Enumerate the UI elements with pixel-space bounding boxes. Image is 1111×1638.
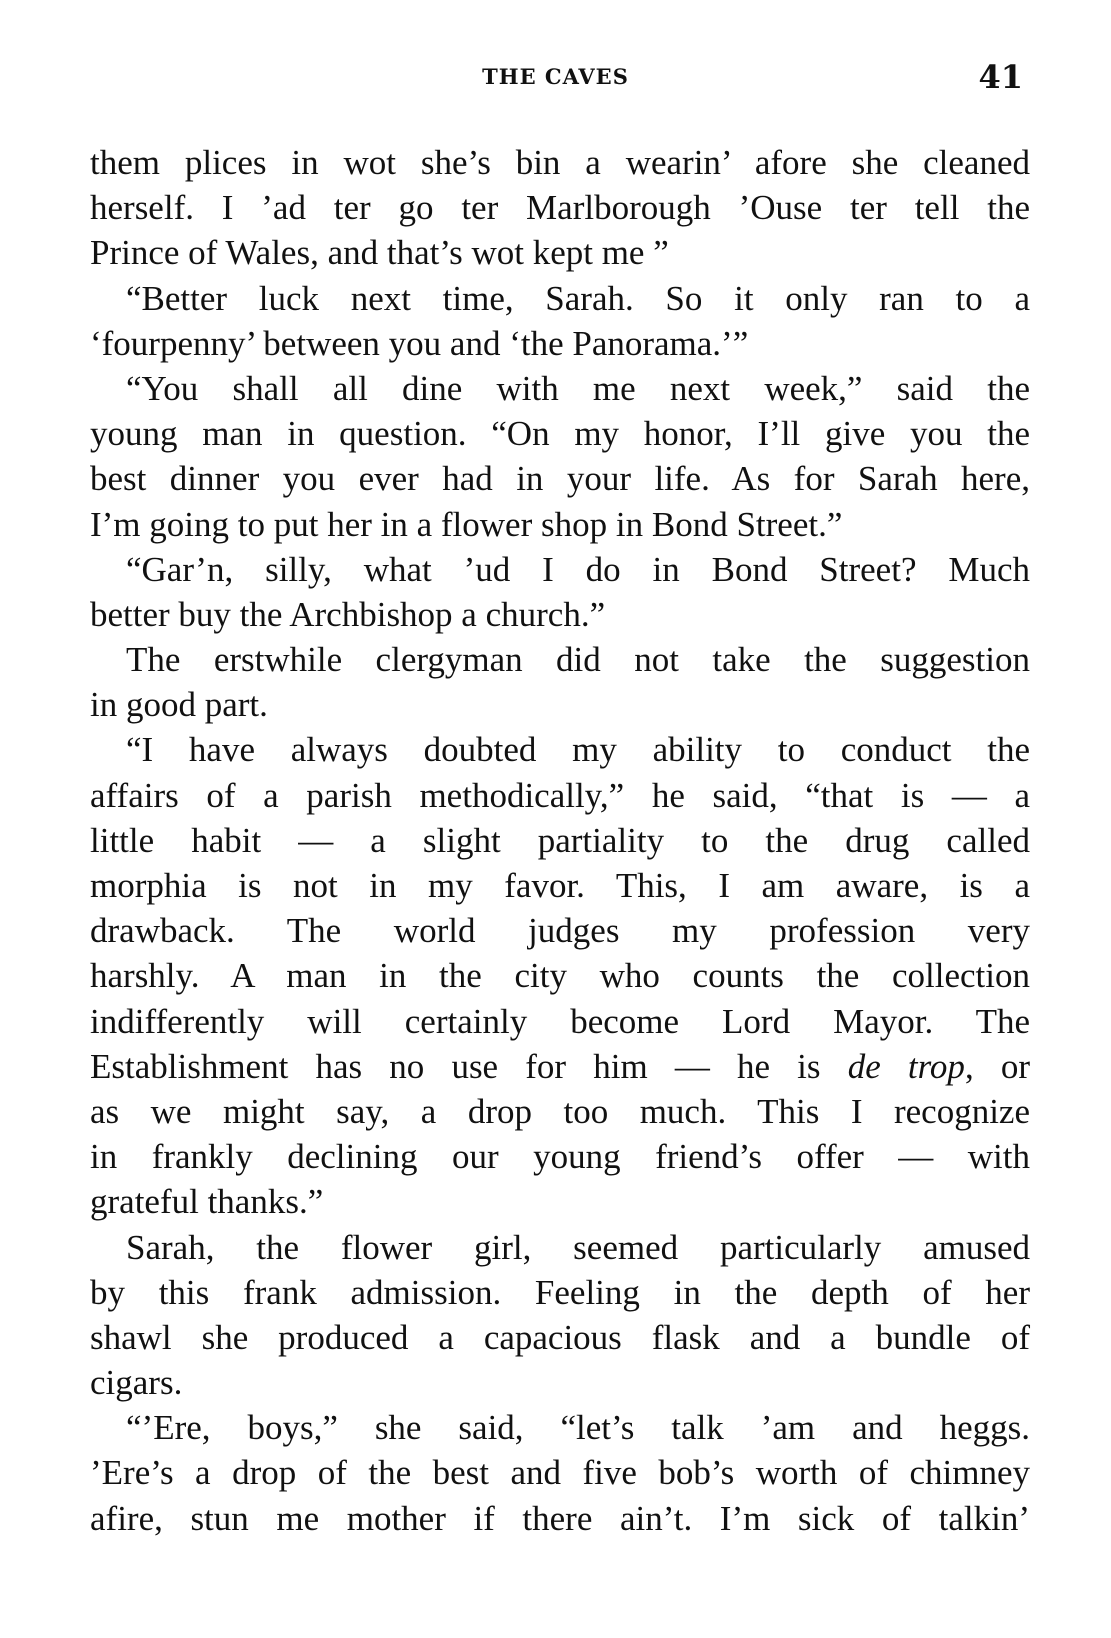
text-line: “You shall all dine with me next week,” said the bbox=[126, 368, 1030, 408]
text-line: I’m going to put her in a flower shop in Bond Street.” bbox=[90, 504, 843, 544]
text-segment: Establishment has no use for him — he is bbox=[90, 1046, 848, 1086]
text-line: cigars. bbox=[90, 1363, 183, 1403]
text-line: “’Ere, boys,” she said, “let’s talk ’am and heggs. bbox=[126, 1408, 1030, 1448]
text-line: drawback. The world judges my profession very bbox=[90, 911, 1030, 951]
text-line: shawl she produced a capacious flask and a bundle of bbox=[90, 1317, 1030, 1357]
text-line: The erstwhile clergyman did not take the suggestion bbox=[126, 640, 1030, 680]
text-line: indifferently will certainly become Lord Mayor. The bbox=[90, 1001, 1030, 1041]
text-line: by this frank admission. Feeling in the depth of her bbox=[90, 1272, 1030, 1312]
text-line: young man in question. “On my honor, I’ll give you the bbox=[90, 414, 1030, 454]
text-line: Sarah, the flower girl, seemed particularly amused bbox=[126, 1227, 1030, 1267]
text-line: affairs of a parish methodically,” he said, “that is — a bbox=[90, 775, 1030, 815]
text-line: “Better luck next time, Sarah. So it only ran to a bbox=[126, 278, 1030, 318]
running-head: THE CAVES bbox=[482, 64, 629, 89]
page-header bbox=[0, 58, 1111, 98]
text-segment: , or bbox=[964, 1046, 1031, 1086]
text-line: ‘fourpenny’ between you and ‘the Panorama.’” bbox=[90, 323, 749, 363]
page-number: 41 bbox=[978, 58, 1023, 96]
text-line: ’Ere’s a drop of the best and five bob’s worth of chimney bbox=[90, 1453, 1030, 1493]
text-line: in good part. bbox=[90, 685, 268, 725]
text-line: best dinner you ever had in your life. As for Sarah here, bbox=[90, 459, 1030, 499]
text-line: in frankly declining our young friend’s offer — with bbox=[90, 1137, 1030, 1177]
text-line: as we might say, a drop too much. This I recognize bbox=[90, 1091, 1030, 1131]
text-line: Prince of Wales, and that’s wot kept me ” bbox=[90, 233, 669, 273]
text-line: better buy the Archbishop a church.” bbox=[90, 594, 606, 634]
text-line: herself. I ’ad ter go ter Marlborough ’Ouse ter tell the bbox=[90, 188, 1030, 228]
text-line: morphia is not in my favor. This, I am aware, is a bbox=[90, 866, 1030, 905]
body-text bbox=[90, 140, 1030, 1541]
text-line: harshly. A man in the city who counts the collection bbox=[90, 956, 1030, 996]
text-line: “I have always doubted my ability to conduct the bbox=[126, 730, 1030, 770]
text-line: them plices in wot she’s bin a wearin’ afore she cleaned bbox=[90, 143, 1030, 182]
text-line: grateful thanks.” bbox=[90, 1182, 324, 1222]
text-line: afire, stun me mother if there ain’t. I’m sick of talkin’ bbox=[90, 1498, 1030, 1538]
text-line: little habit — a slight partiality to the drug called bbox=[90, 820, 1030, 860]
text-line: “Gar’n, silly, what ’ud I do in Bond Street? Much bbox=[126, 549, 1030, 589]
text-line-with-italic bbox=[90, 1044, 1030, 1089]
italic-phrase: de trop bbox=[847, 1046, 965, 1086]
